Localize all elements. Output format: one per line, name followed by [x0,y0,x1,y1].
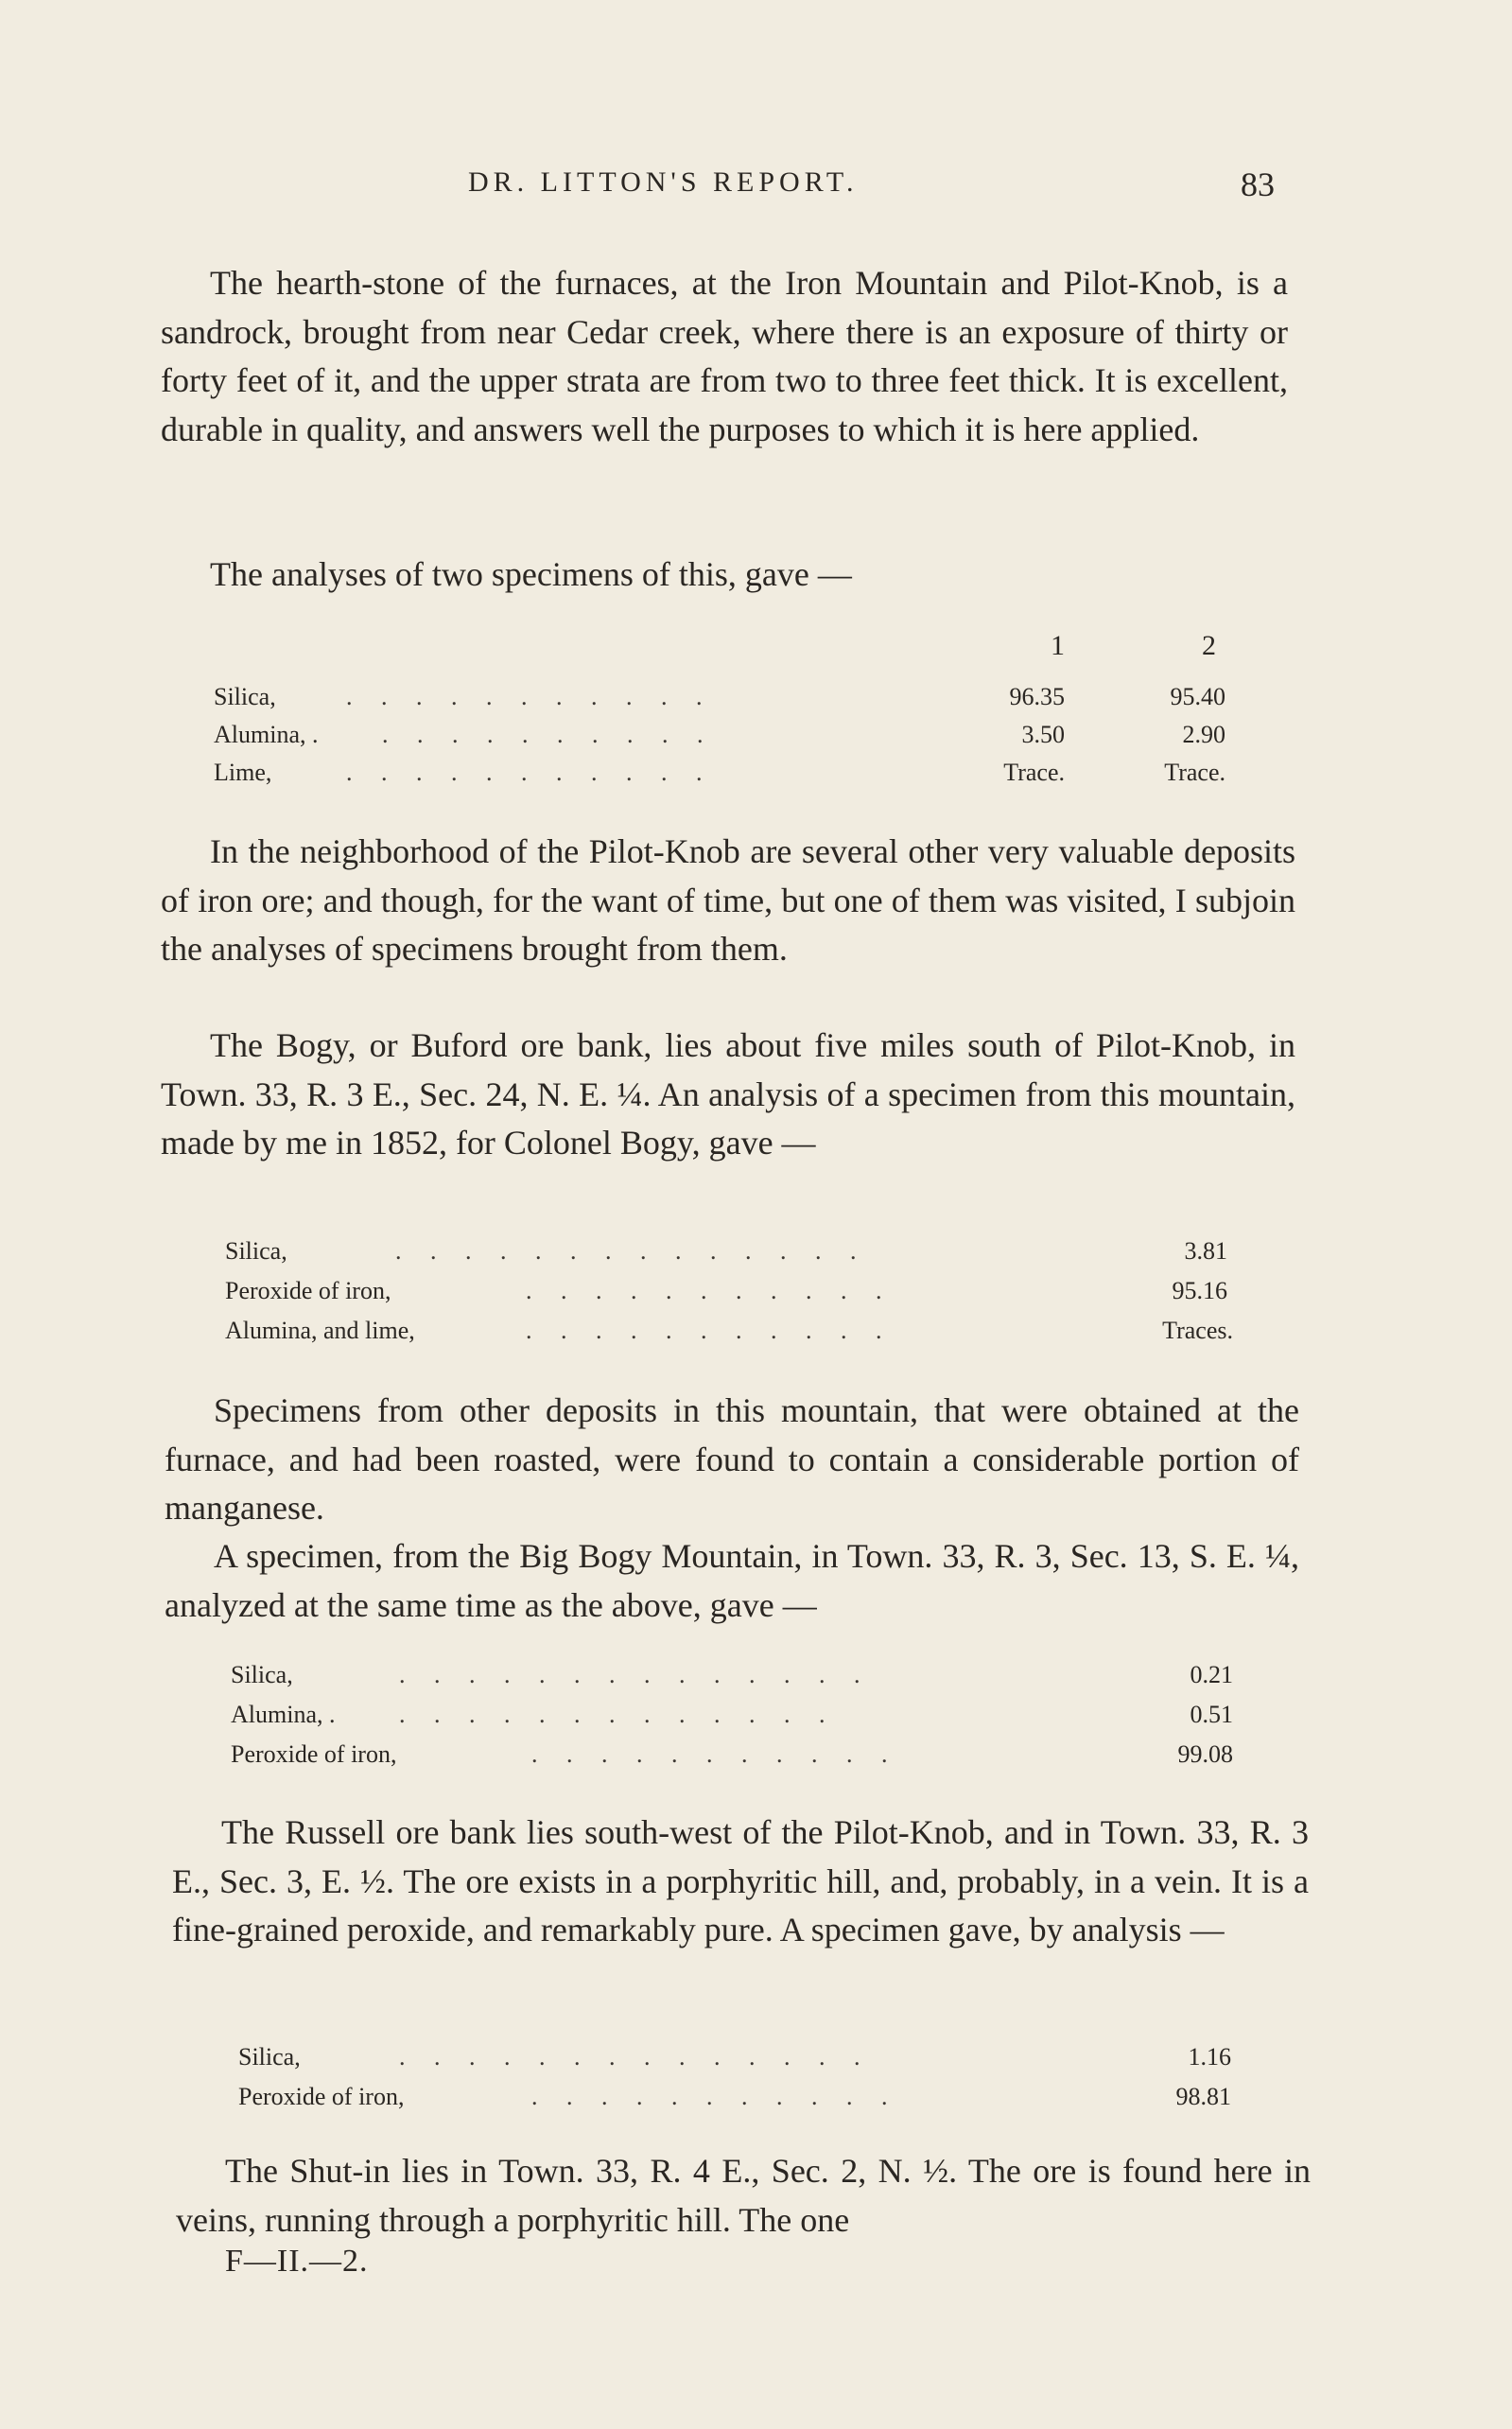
leader-dots: . . . . . . . . . . . [531,1740,899,1768]
row-label: Alumina, . [231,1701,336,1728]
table-cell: 3.50 [1021,721,1065,748]
table-row [231,1661,1271,1699]
table-cell: 95.16 [1172,1277,1227,1304]
analysis-table-russell [238,2043,1278,2128]
table-cell: 98.81 [1175,2083,1231,2110]
row-label: Alumina, . [214,721,319,748]
leader-dots: . . . . . . . . . . . . . . [399,2043,872,2071]
row-label: Silica, [214,683,276,710]
row-label: Silica, [238,2043,301,2071]
leader-dots: . . . . . . . . . . . [346,759,714,786]
table-cell: 95.40 [1170,683,1225,710]
paragraph-hearth-stone: The hearth-stone of the furnaces, at the Iron Mountain and Pilot-Knob, is a sandrock, brought from near Cedar creek, where there is an exposure of thirty or forty feet of it, and the upper strata are from two to three feet thick. It is excellent, durable in quality, and answers well the purposes to which it is here applied. [161,264,1288,448]
row-label: Lime, [214,759,272,786]
analysis-table-bogy [225,1237,1265,1360]
paragraph-shut-in: The Shut-in lies in Town. 33, R. 4 E., Sec. 2, N. ½. The ore is found here in veins, running through a porphyritic hill. The one [176,2152,1311,2239]
column-header: 1 [1051,630,1065,661]
leader-dots: . . . . . . . . . . . [526,1317,894,1344]
paragraph-bogy-bank: The Bogy, or Buford ore bank, lies about five miles south of Pilot-Knob, in Town. 33, R. 3 E., Sec. 24, N. E. ¼. An analysis of a specimen from this mountain, made by me in 1852, for Colonel Bogy, gave — [161,1026,1295,1162]
table-row [214,759,1254,796]
table-cell: Traces. [1162,1317,1233,1344]
leader-dots: . . . . . . . . . . [382,721,715,748]
row-label: Peroxide of iron, [238,2083,405,2110]
analysis-table-sandrock [214,632,1254,802]
row-label: Alumina, and lime, [225,1317,415,1344]
table-row [214,683,1254,721]
row-label: Silica, [231,1661,293,1688]
table-row [238,2083,1278,2121]
table-cell: 1.16 [1188,2043,1231,2071]
analysis-table-big-bogy [231,1661,1271,1784]
running-head [0,161,1512,208]
paragraph-neighborhood: In the neighborhood of the Pilot-Knob are several other very valuable deposits of iron ore; and though, for the want of time, but one of them was visited, I subjoin the analyses of specimens brought from them. [161,832,1295,968]
table-row [231,1740,1271,1778]
column-header: 2 [1202,630,1216,661]
signature-mark: F—II.—2. [225,2244,369,2279]
table-row [225,1237,1265,1275]
table-row [225,1277,1265,1315]
paragraph-manganese: Specimens from other deposits in this mountain, that were obtained at the furnace, and had been roasted, were found to contain a considerable portion of manganese. [165,1391,1299,1527]
table-cell: Trace. [1003,759,1065,786]
paragraph-analyses-intro: The analyses of two specimens of this, gave — [210,555,852,593]
table-cell: 96.35 [1009,683,1065,710]
leader-dots: . . . . . . . . . . . . . [399,1701,837,1728]
running-head-title: DR. LITTON'S REPORT. [468,166,859,198]
table-row [214,721,1254,759]
leader-dots: . . . . . . . . . . . [526,1277,894,1304]
table-cell: 3.81 [1184,1237,1227,1265]
table-cell: 0.51 [1190,1701,1233,1728]
leader-dots: . . . . . . . . . . . [531,2083,899,2110]
table-row [231,1701,1271,1739]
table-cell: Trace. [1164,759,1225,786]
leader-dots: . . . . . . . . . . . [346,683,714,710]
leader-dots: . . . . . . . . . . . . . . [395,1237,868,1265]
table-cell: 0.21 [1190,1661,1233,1688]
row-label: Peroxide of iron, [231,1740,397,1768]
leader-dots: . . . . . . . . . . . . . . [399,1661,872,1688]
paragraph-russell-bank: The Russell ore bank lies south-west of the Pilot-Knob, and in Town. 33, R. 3 E., Sec. 3, E. ½. The ore exists in a porphyritic hill, and, probably, in a vein. It is a fine-grained peroxide, and remarkably pure. A specimen gave, by analysis — [172,1813,1309,1948]
table-cell: 99.08 [1177,1740,1233,1768]
row-label: Peroxide of iron, [225,1277,391,1304]
table-row [225,1317,1265,1354]
table-row [238,2043,1278,2081]
row-label: Silica, [225,1237,287,1265]
table-header-row [214,632,1254,670]
page-number: 83 [1241,166,1275,203]
table-cell: 2.90 [1182,721,1225,748]
paragraph-big-bogy: A specimen, from the Big Bogy Mountain, in Town. 33, R. 3, Sec. 13, S. E. ¼, analyzed at the same time as the above, gave — [165,1537,1299,1624]
